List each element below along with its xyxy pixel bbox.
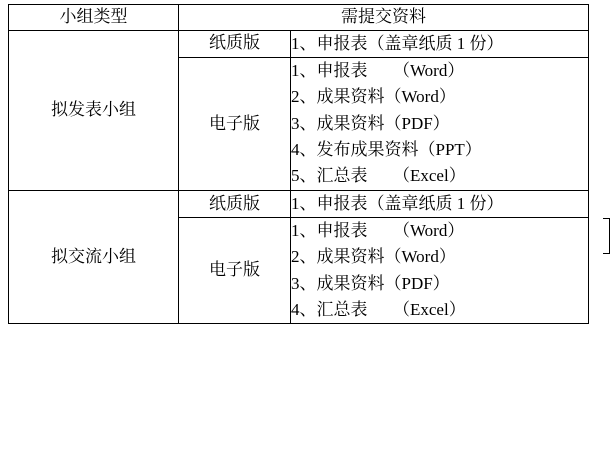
materials-electronic-exchange [291,218,589,324]
materials-paper-exchange [291,190,589,217]
list-item: 4、汇总表 （Excel） [291,300,466,320]
page-edge-marker [603,218,610,254]
list-item: 1、申报表（盖章纸质 1 份） [291,33,504,53]
group-type-publish: 拟发表小组 [9,30,179,190]
list-item: 5、汇总表 （Excel） [291,166,466,186]
materials-paper-publish [291,30,589,57]
list-item: 2、成果资料（Word） [291,87,456,107]
table-row [9,190,589,217]
table-row [9,30,589,57]
list-item: 2、成果资料（Word） [291,247,456,267]
list-item: 4、发布成果资料（PPT） [291,140,482,160]
list-item: 3、成果资料（PDF） [291,273,450,293]
materials-electronic-publish [291,57,589,190]
list-item: 1、申报表 （Word） [291,221,465,241]
media-electronic-publish: 电子版 [179,57,291,190]
header-materials: 需提交资料 [179,5,589,31]
media-paper-exchange: 纸质版 [179,190,291,217]
list-item: 3、成果资料（PDF） [291,113,450,133]
group-type-exchange: 拟交流小组 [9,190,179,324]
list-item: 1、申报表 （Word） [291,60,465,80]
media-electronic-exchange: 电子版 [179,218,291,324]
table-header-row [9,5,589,31]
list-item: 1、申报表（盖章纸质 1 份） [291,193,504,213]
header-group-type: 小组类型 [9,5,179,31]
materials-table [8,4,589,324]
media-paper-publish: 纸质版 [179,30,291,57]
